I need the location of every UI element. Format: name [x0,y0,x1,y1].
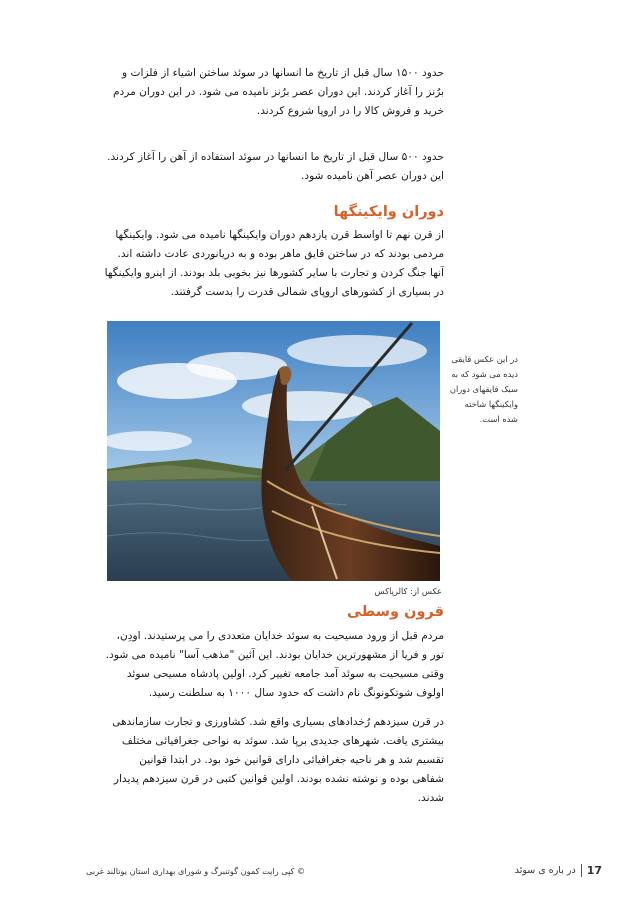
photo-credit: عکس از: کالرپاکس [374,586,442,596]
paragraph-vikings: از قرن نهم تا اواسط قرن یازدهم دوران وایکینگها نامیده می شود. وایکینگها مردمی بودند که در ساختن قایق ماهر بوده و به دریانوردی عادت داشته اند. آنها جنگ کردن و تجارت با سایر کشورها نیز بخوبی بلد بودند. از اینرو وایکینگها در بسیاری از کشورهای اروپای شمالی قدرت را بدست گرفتند. [104,229,444,298]
section-title: در باره ی سوئد [514,865,576,876]
viking-ship-photo [107,321,440,581]
paragraph-bronze-age: حدود ۱۵۰۰ سال قبل از تاریخ ما انسانها در سوئد ساختن اشیاء از فلزات و برُنز را آغاز کردند. این دوران عصر برُنز نامیده می شود. در این دوران مردم خرید و فروش کالا را در اروپا شروع کردند. [112,67,444,117]
copyright-notice: © کپی رایت کمون گوتنبرگ و شورای بهداری استان یوتالند غربی [86,866,306,876]
paragraph-christianity: مردم قبل از ورود مسیحیت به سوئد خدایان متعددی را می پرستیدند. اودِن، تور و فریا از مشهورترین خدایان بودند. این آئین "مذهب آسا" نامیده می شود. وقتی مسیحیت به سوئد آمد جامعه تغییر کرد. اولین پادشاه مسیحی سوئد اولوف شوتکونونگ نام داشت که حدود سال ۱۰۰۰ به سلطنت رسید. [105,630,444,699]
footer-page-info [515,864,602,877]
page-number: 17 [586,864,602,877]
heading-middle-ages: قرون وسطی [346,604,444,620]
paragraph-thirteenth-century: در قرن سیزدهم رُخدادهای بسیاری واقع شد. کشاورزی و تجارت سازماندهی بیشتری یافت. شهرهای جدیدی برپا شد. سوئد به نواحی جغرافیائی مختلف تقسیم شد و هر ناحیه جغرافیائی دارای قوانین خود بود. در ابتدا قوانین شفاهی بوده و نوشته نشده بودند. اولین قوانین کتبی در قرن سیزدهم پدیدار شدند. [112,716,444,804]
paragraph-iron-age: حدود ۵۰۰ سال قبل از تاریخ ما انسانها در سوئد استفاده از آهن را آغاز کردند. این دوران عصر آهن نامیده شود. [107,151,444,182]
heading-viking-era: دوران وایکینگها [333,204,444,220]
photo-caption: در این عکس قایقی دیده می شود که به سبک قایقهای دوران وایکینگها شاخته شده است. [449,354,518,424]
footer-divider [581,864,582,877]
